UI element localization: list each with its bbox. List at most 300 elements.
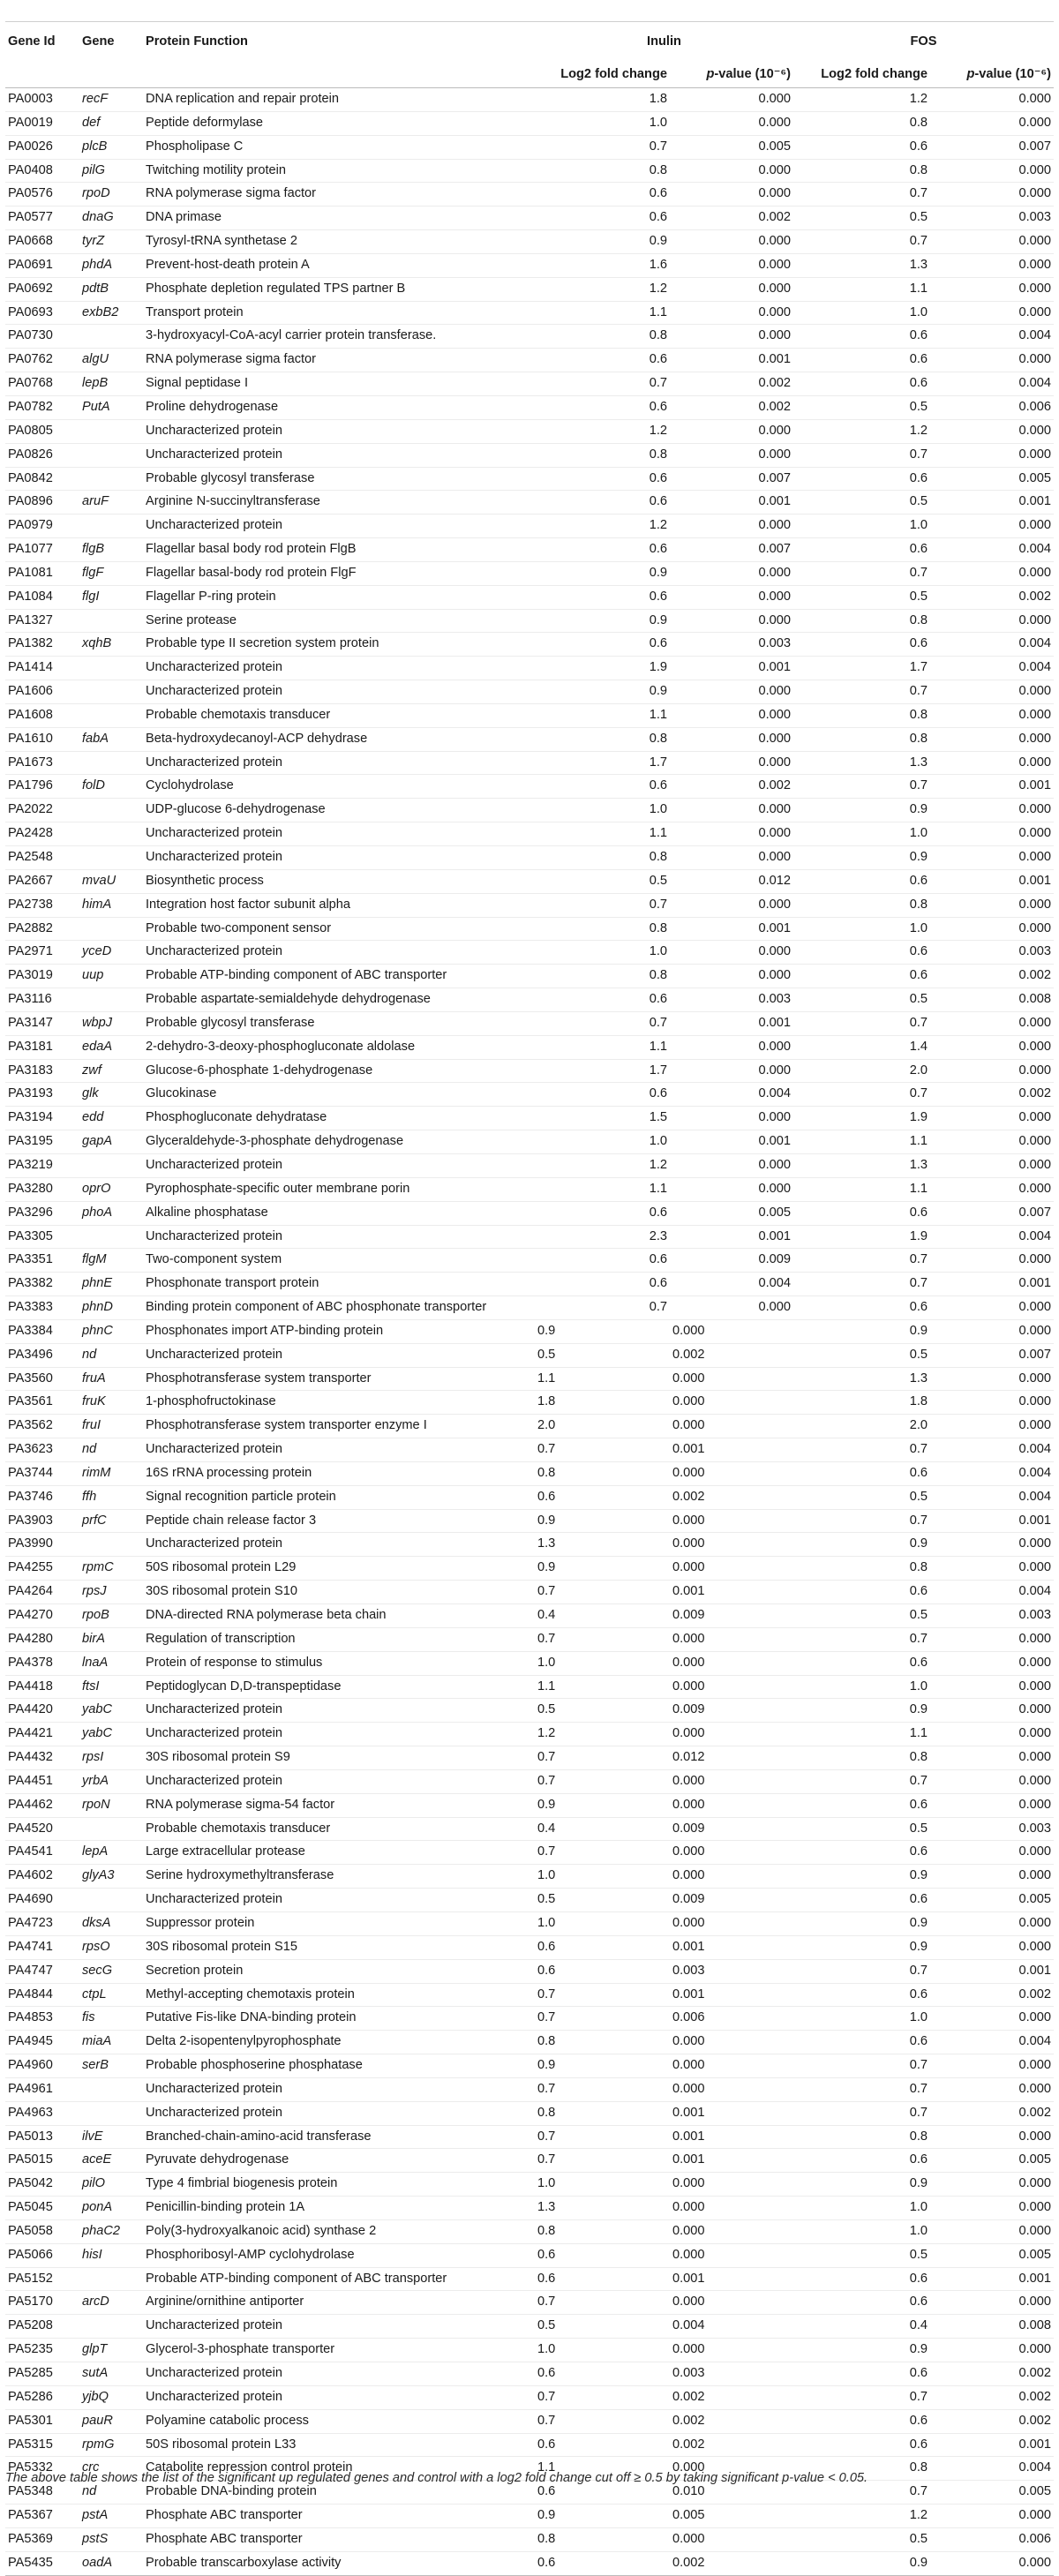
fos-pvalue-cell: 0.000 xyxy=(1018,1536,1052,1551)
gene-id-cell: PA0826 xyxy=(8,447,53,462)
gene-cell: mvaU xyxy=(82,873,116,888)
gene-id-cell: PA4420 xyxy=(8,1702,53,1717)
fos-log2-cell: 0.8 xyxy=(909,1750,928,1765)
inulin-log2-cell: 1.0 xyxy=(537,1868,556,1883)
gene-id-cell: PA0691 xyxy=(8,257,53,272)
inulin-log2-cell: 0.5 xyxy=(537,2318,556,2333)
inulin-pvalue-cell: 0.005 xyxy=(758,1205,792,1220)
fos-log2-cell: 0.7 xyxy=(909,1086,928,1101)
inulin-pvalue-cell: 0.001 xyxy=(672,1986,705,2001)
fos-pvalue-cell: 0.005 xyxy=(1018,2247,1052,2262)
inulin-pvalue-cell: 0.000 xyxy=(672,2294,705,2309)
gene-id-cell: PA2882 xyxy=(8,920,53,935)
inulin-log2-cell: 0.8 xyxy=(537,2034,556,2049)
fos-log2-cell: 0.9 xyxy=(909,1323,928,1338)
fos-pvalue-cell: 0.000 xyxy=(1018,1323,1052,1338)
fos-pvalue-cell: 0.000 xyxy=(1018,920,1052,935)
fos-pvalue-cell: 0.000 xyxy=(1018,1110,1052,1125)
fos-pvalue-cell: 0.001 xyxy=(1018,494,1052,509)
inulin-pvalue-cell: 0.003 xyxy=(758,992,792,1007)
inulin-pvalue-cell: 0.004 xyxy=(758,1086,792,1101)
gene-id-cell: PA5315 xyxy=(8,2437,53,2452)
inulin-pvalue-cell: 0.000 xyxy=(758,304,792,319)
inulin-log2-cell: 1.2 xyxy=(537,1726,556,1741)
protein-function-cell: Uncharacterized protein xyxy=(146,1228,282,1243)
gene-id-cell: PA0003 xyxy=(8,92,53,106)
inulin-pvalue-cell: 0.001 xyxy=(758,660,792,675)
gene-id-cell: PA4963 xyxy=(8,2105,53,2120)
protein-function-cell: Uncharacterized protein xyxy=(146,850,282,864)
table-row xyxy=(5,2031,1054,2054)
gene-id-cell: PA3746 xyxy=(8,1489,53,1504)
inulin-pvalue-cell: 0.000 xyxy=(758,281,792,296)
inulin-pvalue-cell: 0.000 xyxy=(758,565,792,580)
protein-function-cell: Probable two-component sensor xyxy=(146,920,332,935)
gene-cell xyxy=(79,703,143,727)
fos-log2-cell: 2.0 xyxy=(909,1063,928,1078)
table-row xyxy=(5,253,1054,277)
table-row xyxy=(5,1415,1054,1438)
inulin-pvalue-cell: 0.000 xyxy=(672,1371,705,1386)
fos-pvalue-cell: 0.004 xyxy=(1018,2460,1052,2475)
header-inulin-pvalue: p-value (10⁻⁶) xyxy=(706,67,792,81)
inulin-pvalue-cell: 0.000 xyxy=(672,2460,705,2475)
fos-log2-cell: 0.6 xyxy=(909,328,928,343)
inulin-pvalue-cell: 0.004 xyxy=(672,2318,705,2333)
protein-function-cell: Flagellar basal body rod protein FlgB xyxy=(146,542,357,557)
fos-log2-cell: 0.6 xyxy=(909,376,928,391)
fos-pvalue-cell: 0.004 xyxy=(1018,1584,1052,1599)
gene-id-cell: PA2971 xyxy=(8,944,53,959)
inulin-pvalue-cell: 0.000 xyxy=(672,2081,705,2096)
protein-function-cell: Prevent-host-death protein A xyxy=(146,257,310,272)
table-row xyxy=(5,609,1054,633)
gene-id-cell: PA4690 xyxy=(8,1892,53,1907)
inulin-pvalue-cell: 0.000 xyxy=(672,2058,705,2073)
protein-function-cell: Serine hydroxymethyltransferase xyxy=(146,1868,334,1883)
table-row xyxy=(5,1153,1054,1177)
fos-pvalue-cell: 0.000 xyxy=(1018,162,1052,177)
protein-function-cell: Glucokinase xyxy=(146,1086,217,1101)
inulin-pvalue-cell: 0.001 xyxy=(758,920,792,935)
gene-id-cell: PA3561 xyxy=(8,1394,53,1409)
inulin-pvalue-cell: 0.000 xyxy=(758,589,792,604)
fos-pvalue-cell: 0.000 xyxy=(1018,1252,1052,1267)
fos-pvalue-cell: 0.007 xyxy=(1018,1205,1052,1220)
fos-log2-cell: 1.7 xyxy=(909,660,928,675)
table-row xyxy=(5,1367,1054,1391)
protein-function-cell: RNA polymerase sigma factor xyxy=(146,352,317,367)
protein-function-cell: Uncharacterized protein xyxy=(146,1536,282,1551)
fos-log2-cell: 0.5 xyxy=(909,1821,928,1836)
protein-function-cell: Serine protease xyxy=(146,612,237,627)
fos-log2-cell: 0.4 xyxy=(909,2318,928,2333)
fos-pvalue-cell: 0.003 xyxy=(1018,1821,1052,1836)
table-row xyxy=(5,680,1054,704)
gene-id-cell: PA1081 xyxy=(8,565,53,580)
inulin-log2-cell: 0.7 xyxy=(649,1015,667,1030)
gene-id-cell: PA3305 xyxy=(8,1228,53,1243)
gene-id-cell: PA3195 xyxy=(8,1134,53,1149)
protein-function-cell: Phosphotransferase system transporter enzyme I xyxy=(146,1418,427,1433)
gene-cell: phoA xyxy=(82,1205,113,1220)
inulin-log2-cell: 0.9 xyxy=(537,1323,556,1338)
protein-function-cell: Uncharacterized protein xyxy=(146,660,282,675)
fos-log2-cell: 0.8 xyxy=(909,612,928,627)
protein-function-cell: Uncharacterized protein xyxy=(146,684,282,699)
fos-pvalue-cell: 0.001 xyxy=(1018,1513,1052,1528)
table-row xyxy=(5,1959,1054,1983)
gene-cell xyxy=(79,799,143,822)
gene-cell: fruI xyxy=(82,1418,101,1433)
gene-cell: phnC xyxy=(82,1323,113,1338)
inulin-pvalue-cell: 0.001 xyxy=(672,2129,705,2144)
gene-id-cell: PA4432 xyxy=(8,1750,53,1765)
protein-function-cell: 50S ribosomal protein L29 xyxy=(146,1560,297,1575)
table-footnote: The above table shows the list of the significant up regulated genes and control with a log2 fold change cut off ≥ 0.5 by taking significant p-value < 0.05. xyxy=(5,2471,868,2485)
protein-function-cell: Probable transcarboxylase activity xyxy=(146,2555,342,2570)
fos-pvalue-cell: 0.006 xyxy=(1018,399,1052,414)
inulin-pvalue-cell: 0.000 xyxy=(672,1394,705,1409)
inulin-pvalue-cell: 0.000 xyxy=(758,234,792,249)
fos-pvalue-cell: 0.000 xyxy=(1018,802,1052,817)
gene-cell: miaA xyxy=(82,2034,112,2049)
fos-log2-cell: 1.2 xyxy=(909,2508,928,2523)
inulin-log2-cell: 0.8 xyxy=(649,328,667,343)
fos-log2-cell: 0.6 xyxy=(909,1205,928,1220)
fos-log2-cell: 0.6 xyxy=(909,1844,928,1859)
protein-function-cell: Alkaline phosphatase xyxy=(146,1205,268,1220)
inulin-pvalue-cell: 0.002 xyxy=(758,210,792,225)
protein-function-cell: Cyclohydrolase xyxy=(146,778,234,793)
inulin-pvalue-cell: 0.012 xyxy=(758,873,792,888)
gene-cell: arcD xyxy=(82,2294,109,2309)
fos-log2-cell: 1.8 xyxy=(909,1394,928,1409)
gene-cell: wbpJ xyxy=(82,1015,113,1030)
gene-cell: dksA xyxy=(82,1915,111,1930)
fos-log2-cell: 1.3 xyxy=(909,1157,928,1172)
inulin-log2-cell: 1.1 xyxy=(649,707,667,722)
inulin-log2-cell: 0.6 xyxy=(649,494,667,509)
header-row-subcolumns xyxy=(5,60,1054,88)
gene-cell xyxy=(79,514,143,538)
inulin-log2-cell: 0.6 xyxy=(649,992,667,1007)
gene-id-cell: PA5013 xyxy=(8,2129,53,2144)
inulin-log2-cell: 0.8 xyxy=(537,2105,556,2120)
inulin-pvalue-cell: 0.000 xyxy=(758,1181,792,1196)
gene-cell: ponA xyxy=(82,2200,113,2215)
inulin-log2-cell: 0.7 xyxy=(537,2413,556,2428)
inulin-pvalue-cell: 0.000 xyxy=(758,944,792,959)
protein-function-cell: Uncharacterized protein xyxy=(146,423,282,438)
inulin-log2-cell: 0.6 xyxy=(649,1086,667,1101)
protein-function-cell: Uncharacterized protein xyxy=(146,1726,282,1741)
inulin-log2-cell: 0.6 xyxy=(537,2271,556,2286)
table-row xyxy=(5,1935,1054,1959)
inulin-log2-cell: 0.7 xyxy=(537,1584,556,1599)
protein-function-cell: Transport protein xyxy=(146,304,244,319)
fos-pvalue-cell: 0.000 xyxy=(1018,1702,1052,1717)
fos-pvalue-cell: 0.002 xyxy=(1018,2105,1052,2120)
protein-function-cell: Binding protein component of ABC phosphonate transporter xyxy=(146,1300,487,1315)
inulin-pvalue-cell: 0.000 xyxy=(758,707,792,722)
gene-cell xyxy=(79,2267,143,2291)
fos-log2-cell: 0.5 xyxy=(909,2531,928,2546)
inulin-pvalue-cell: 0.000 xyxy=(672,2176,705,2191)
inulin-pvalue-cell: 0.003 xyxy=(672,1963,705,1978)
fos-pvalue-cell: 0.000 xyxy=(1018,2223,1052,2238)
protein-function-cell: Phosphonate transport protein xyxy=(146,1276,319,1291)
header-gene-id: Gene Id xyxy=(8,34,56,49)
gene-id-cell: PA0782 xyxy=(8,399,53,414)
inulin-pvalue-cell: 0.000 xyxy=(758,186,792,201)
fos-pvalue-cell: 0.001 xyxy=(1018,2271,1052,2286)
table-row xyxy=(5,1509,1054,1533)
inulin-pvalue-cell: 0.001 xyxy=(672,1939,705,1954)
table-row xyxy=(5,2054,1054,2078)
fos-log2-cell: 0.6 xyxy=(909,873,928,888)
fos-pvalue-cell: 0.001 xyxy=(1018,1276,1052,1291)
gene-id-cell: PA4418 xyxy=(8,1679,53,1694)
inulin-pvalue-cell: 0.000 xyxy=(758,897,792,912)
gene-cell: serB xyxy=(82,2058,109,2073)
fos-pvalue-cell: 0.000 xyxy=(1018,1773,1052,1788)
inulin-pvalue-cell: 0.002 xyxy=(672,1347,705,1362)
fos-pvalue-cell: 0.000 xyxy=(1018,755,1052,770)
protein-function-cell: Beta-hydroxydecanoyl-ACP dehydrase xyxy=(146,731,368,746)
table-row xyxy=(5,1841,1054,1865)
inulin-log2-cell: 1.8 xyxy=(537,1394,556,1409)
fos-log2-cell: 0.6 xyxy=(909,1465,928,1480)
protein-function-cell: Uncharacterized protein xyxy=(146,447,282,462)
table-row xyxy=(5,1865,1054,1889)
fos-pvalue-cell: 0.000 xyxy=(1018,1797,1052,1812)
gene-cell: uup xyxy=(82,968,104,983)
inulin-log2-cell: 2.0 xyxy=(537,1418,556,1433)
inulin-log2-cell: 0.7 xyxy=(537,2010,556,2025)
protein-function-cell: Uncharacterized protein xyxy=(146,944,282,959)
table-row xyxy=(5,775,1054,799)
fos-log2-cell: 1.2 xyxy=(909,423,928,438)
inulin-log2-cell: 0.6 xyxy=(649,470,667,485)
inulin-log2-cell: 0.7 xyxy=(649,1300,667,1315)
protein-function-cell: Uncharacterized protein xyxy=(146,755,282,770)
fos-pvalue-cell: 0.000 xyxy=(1018,1371,1052,1386)
fos-pvalue-cell: 0.004 xyxy=(1018,1465,1052,1480)
fos-pvalue-cell: 0.008 xyxy=(1018,2318,1052,2333)
inulin-log2-cell: 0.8 xyxy=(649,920,667,935)
gene-id-cell: PA1414 xyxy=(8,660,53,675)
protein-function-cell: Uncharacterized protein xyxy=(146,2389,282,2404)
fos-pvalue-cell: 0.002 xyxy=(1018,589,1052,604)
protein-function-cell: Pyruvate dehydrogenase xyxy=(146,2152,289,2167)
table-top-rule xyxy=(5,21,1054,22)
fos-pvalue-cell: 0.003 xyxy=(1018,1608,1052,1622)
fos-log2-cell: 0.6 xyxy=(909,968,928,983)
table-row xyxy=(5,1391,1054,1415)
inulin-pvalue-cell: 0.000 xyxy=(672,1868,705,1883)
gene-id-cell: PA3181 xyxy=(8,1039,53,1054)
fos-log2-cell: 0.6 xyxy=(909,2437,928,2452)
fos-log2-cell: 0.8 xyxy=(909,731,928,746)
gene-cell xyxy=(79,609,143,633)
table-row xyxy=(5,325,1054,349)
inulin-log2-cell: 1.1 xyxy=(537,1371,556,1386)
inulin-pvalue-cell: 0.000 xyxy=(672,2247,705,2262)
inulin-pvalue-cell: 0.000 xyxy=(672,1418,705,1433)
fos-pvalue-cell: 0.004 xyxy=(1018,542,1052,557)
fos-pvalue-cell: 0.007 xyxy=(1018,1347,1052,1362)
gene-id-cell: PA5208 xyxy=(8,2318,53,2333)
gene-cell: lnaA xyxy=(82,1655,109,1670)
gene-cell xyxy=(79,2101,143,2125)
fos-log2-cell: 0.7 xyxy=(909,1963,928,1978)
inulin-pvalue-cell: 0.001 xyxy=(758,494,792,509)
table-row xyxy=(5,230,1054,254)
inulin-log2-cell: 0.6 xyxy=(649,1205,667,1220)
protein-function-cell: Penicillin-binding protein 1A xyxy=(146,2200,305,2215)
inulin-pvalue-cell: 0.007 xyxy=(758,542,792,557)
fos-pvalue-cell: 0.000 xyxy=(1018,281,1052,296)
table-row xyxy=(5,1035,1054,1059)
table-row xyxy=(5,1604,1054,1628)
inulin-pvalue-cell: 0.001 xyxy=(672,2152,705,2167)
gene-cell xyxy=(79,1225,143,1249)
gene-id-cell: PA0026 xyxy=(8,139,53,154)
inulin-log2-cell: 1.0 xyxy=(537,2176,556,2191)
inulin-pvalue-cell: 0.000 xyxy=(672,2342,705,2357)
gene-id-cell: PA4378 xyxy=(8,1655,53,1670)
gene-cell: dnaG xyxy=(82,210,114,225)
gene-id-cell: PA4853 xyxy=(8,2010,53,2025)
inulin-log2-cell: 0.6 xyxy=(537,2484,556,2499)
table-row xyxy=(5,514,1054,538)
inulin-pvalue-cell: 0.000 xyxy=(758,257,792,272)
inulin-log2-cell: 0.6 xyxy=(649,210,667,225)
fos-pvalue-cell: 0.000 xyxy=(1018,1063,1052,1078)
protein-function-cell: Peptide deformylase xyxy=(146,115,264,130)
gene-id-cell: PA2428 xyxy=(8,826,53,841)
fos-pvalue-cell: 0.000 xyxy=(1018,1418,1052,1433)
fos-pvalue-cell: 0.004 xyxy=(1018,1442,1052,1457)
inulin-pvalue-cell: 0.000 xyxy=(758,731,792,746)
gene-cell xyxy=(79,988,143,1012)
gene-cell xyxy=(79,443,143,467)
gene-id-cell: PA1327 xyxy=(8,612,53,627)
inulin-pvalue-cell: 0.001 xyxy=(758,1228,792,1243)
gene-id-cell: PA0408 xyxy=(8,162,53,177)
protein-function-cell: Phospholipase C xyxy=(146,139,244,154)
inulin-log2-cell: 2.3 xyxy=(649,1228,667,1243)
protein-function-cell: Secretion protein xyxy=(146,1963,244,1978)
gene-id-cell: PA3183 xyxy=(8,1063,53,1078)
table-row xyxy=(5,2173,1054,2197)
inulin-pvalue-cell: 0.000 xyxy=(672,2223,705,2238)
inulin-log2-cell: 0.8 xyxy=(649,447,667,462)
protein-function-cell: Flagellar basal-body rod protein FlgF xyxy=(146,565,357,580)
table-row xyxy=(5,869,1054,893)
inulin-pvalue-cell: 0.000 xyxy=(672,2200,705,2215)
protein-function-cell: Probable glycosyl transferase xyxy=(146,1015,315,1030)
inulin-log2-cell: 0.6 xyxy=(649,636,667,651)
inulin-log2-cell: 0.7 xyxy=(537,1844,556,1859)
protein-function-cell: 16S rRNA processing protein xyxy=(146,1465,312,1480)
table-row xyxy=(5,2219,1054,2243)
inulin-pvalue-cell: 0.001 xyxy=(758,352,792,367)
gene-cell: recF xyxy=(82,92,109,106)
inulin-log2-cell: 0.8 xyxy=(649,850,667,864)
fos-pvalue-cell: 0.002 xyxy=(1018,2389,1052,2404)
fos-log2-cell: 0.7 xyxy=(909,1276,928,1291)
fos-log2-cell: 0.9 xyxy=(909,1939,928,1954)
gene-cell: rpmC xyxy=(82,1560,114,1575)
inulin-log2-cell: 0.7 xyxy=(649,897,667,912)
table-row xyxy=(5,585,1054,609)
fos-log2-cell: 0.8 xyxy=(909,1560,928,1575)
fos-log2-cell: 1.0 xyxy=(909,1679,928,1694)
inulin-log2-cell: 1.3 xyxy=(537,2200,556,2215)
gene-id-cell: PA5285 xyxy=(8,2366,53,2380)
table-row xyxy=(5,2077,1054,2101)
table-row xyxy=(5,1130,1054,1154)
gene-id-cell: PA0805 xyxy=(8,423,53,438)
inulin-log2-cell: 0.9 xyxy=(537,2058,556,2073)
fos-log2-cell: 1.1 xyxy=(909,281,928,296)
inulin-pvalue-cell: 0.000 xyxy=(672,1536,705,1551)
protein-function-cell: Poly(3-hydroxyalkanoic acid) synthase 2 xyxy=(146,2223,377,2238)
protein-function-cell: Phosphonates import ATP-binding protein xyxy=(146,1323,384,1338)
inulin-pvalue-cell: 0.009 xyxy=(672,1608,705,1622)
gene-id-cell: PA5170 xyxy=(8,2294,53,2309)
inulin-pvalue-cell: 0.000 xyxy=(672,1631,705,1646)
table-row xyxy=(5,1107,1054,1130)
fos-pvalue-cell: 0.000 xyxy=(1018,1134,1052,1149)
gene-id-cell: PA5435 xyxy=(8,2555,53,2570)
inulin-log2-cell: 0.7 xyxy=(537,2389,556,2404)
gene-cell: lepA xyxy=(82,1844,109,1859)
fos-pvalue-cell: 0.002 xyxy=(1018,968,1052,983)
gene-id-cell: PA4270 xyxy=(8,1608,53,1622)
table-row xyxy=(5,491,1054,514)
fos-pvalue-cell: 0.000 xyxy=(1018,1655,1052,1670)
inulin-pvalue-cell: 0.000 xyxy=(758,1300,792,1315)
fos-log2-cell: 1.4 xyxy=(909,1039,928,1054)
gene-id-cell: PA3560 xyxy=(8,1371,53,1386)
gene-cell: algU xyxy=(82,352,109,367)
table-row xyxy=(5,1201,1054,1225)
fos-log2-cell: 0.8 xyxy=(909,897,928,912)
fos-log2-cell: 0.5 xyxy=(909,2247,928,2262)
fos-log2-cell: 1.3 xyxy=(909,755,928,770)
gene-cell: pauR xyxy=(82,2413,113,2428)
gene-id-cell: PA5045 xyxy=(8,2200,53,2215)
gene-cell xyxy=(79,2077,143,2101)
gene-cell xyxy=(79,1817,143,1841)
gene-cell: pstA xyxy=(82,2508,109,2523)
inulin-log2-cell: 1.7 xyxy=(649,755,667,770)
table-row xyxy=(5,1533,1054,1557)
gene-cell: phdA xyxy=(82,257,113,272)
inulin-pvalue-cell: 0.000 xyxy=(672,1655,705,1670)
inulin-log2-cell: 1.3 xyxy=(537,1536,556,1551)
gene-cell: rpmG xyxy=(82,2437,115,2452)
inulin-log2-cell: 0.6 xyxy=(649,542,667,557)
inulin-pvalue-cell: 0.001 xyxy=(672,1584,705,1599)
gene-id-cell: PA0576 xyxy=(8,186,53,201)
fos-log2-cell: 0.7 xyxy=(909,2484,928,2499)
inulin-pvalue-cell: 0.002 xyxy=(672,2389,705,2404)
gene-cell xyxy=(79,657,143,680)
